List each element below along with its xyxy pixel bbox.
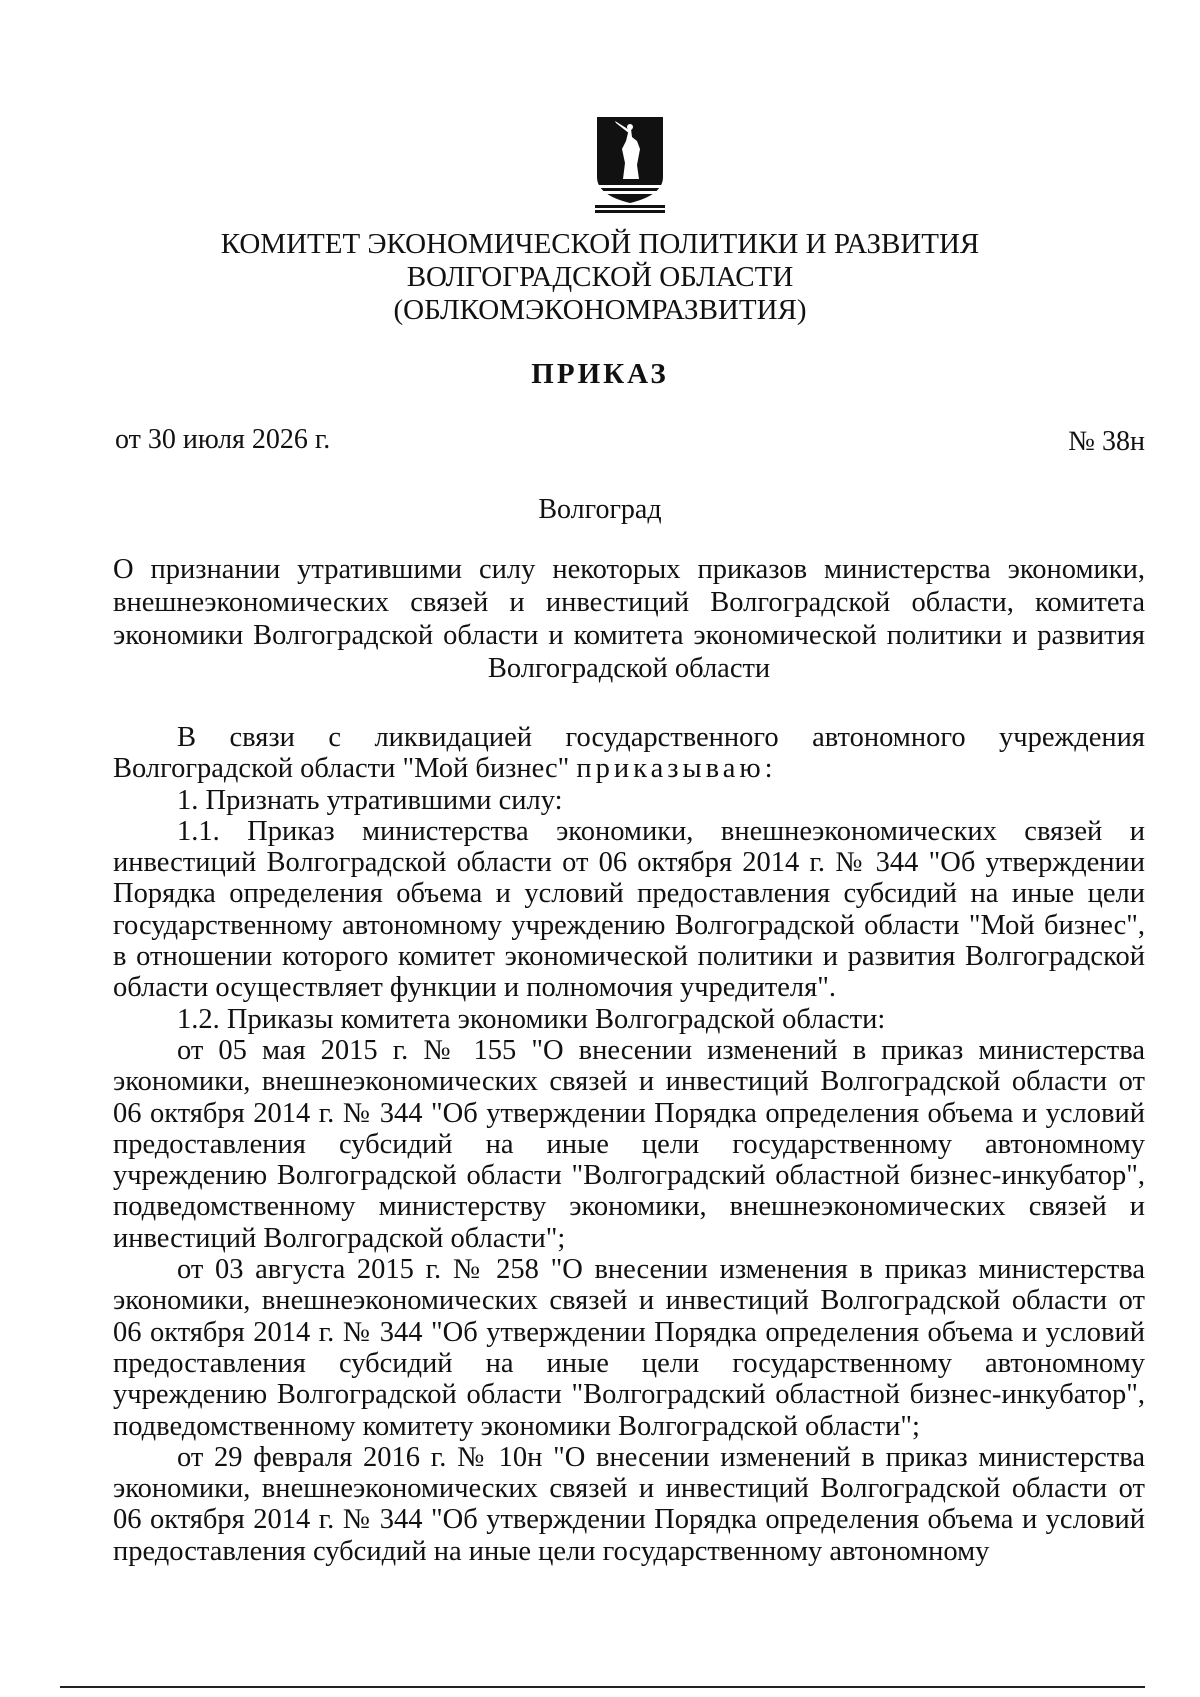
- body-paragraph-3: 1.1. Приказ министерства экономики, внешнеэкономических связей и инвестиций Волгоградской области от 06 октября 2014 г. № 344 "Об утверждении Порядка определения объема и условий предоставления субсидий на иные цели государственному автономному учреждению Волгоградской области "Мой бизнес", в отношении которого комитет экономической политики и развития Волгоградской области осуществляет функции и полномочия учредителя".: [113, 815, 1145, 1004]
- document-type: ПРИКАЗ: [531, 358, 669, 390]
- body-paragraph-7: от 29 февраля 2016 г. № 10н "О внесении изменений в приказ министерства экономики, внешнеэкономических связей и инвестиций Волгоградской области от 06 октября 2014 г. № 344 "Об утверждении Порядка определения объема и условий предоставления субсидий на иные цели государственному автономному: [113, 1441, 1145, 1567]
- body-paragraph-1-text: В связи с ликвидацией государственного автономного учреждения Волгоградской области "Мой бизнес": [113, 722, 1145, 785]
- order-date: от 30 июля 2026 г.: [115, 424, 331, 455]
- org-line-3: (ОБЛКОМЭКОНОМРАЗВИТИЯ): [393, 294, 807, 326]
- organization-name: [0, 228, 1200, 327]
- body-paragraph-6: от 03 августа 2015 г. № 258 "О внесении изменения в приказ министерства экономики, внешнеэкономических связей и инвестиций Волгоградской области от 06 октября 2014 г. № 344 "Об утверждении Порядка определения объема и условий предоставления субсидий на иные цели государственному автономному учреждению Волгоградской области "Волгоградский областной бизнес-инкубатор", подведомственному комитету экономики Волгоградской области";: [113, 1254, 1145, 1442]
- order-city: Волгоград: [538, 494, 662, 525]
- order-subject: О признании утратившими силу некоторых приказов министерства экономики, внешнеэкономических связей и инвестиций Волгоградской области, комитета экономики Волгоградской области и комитета экономической политики и развития Волгоградской области: [113, 554, 1145, 684]
- order-number: № 38н: [1068, 426, 1145, 457]
- org-line-1: КОМИТЕТ ЭКОНОМИЧЕСКОЙ ПОЛИТИКИ И РАЗВИТИЯ: [220, 228, 980, 260]
- volgograd-coat-of-arms-icon: [593, 115, 667, 215]
- body-paragraph-5: от 05 мая 2015 г. № 155 "О внесении изменений в приказ министерства экономики, внешнеэкономических связей и инвестиций Волгоградской области от 06 октября 2014 г. № 344 "Об утверждении Порядка определения объема и условий предоставления субсидий на иные цели государственному автономному учреждению Волгоградской области "Волгоградский областной бизнес-инкубатор", подведомственному министерству экономики, внешнеэкономических связей и инвестиций Волгоградской области";: [113, 1034, 1145, 1254]
- body-paragraph-1: [113, 722, 1145, 785]
- body-paragraph-2: 1. Признать утратившими силу:: [177, 784, 563, 816]
- bottom-divider: [60, 1686, 1145, 1688]
- org-line-2: ВОЛГОГРАДСКОЙ ОБЛАСТИ: [406, 261, 794, 293]
- body-paragraph-4: 1.2. Приказы комитета экономики Волгоградской области:: [177, 1003, 886, 1035]
- order-body: [113, 722, 1145, 1567]
- order-word: приказываю:: [576, 753, 777, 785]
